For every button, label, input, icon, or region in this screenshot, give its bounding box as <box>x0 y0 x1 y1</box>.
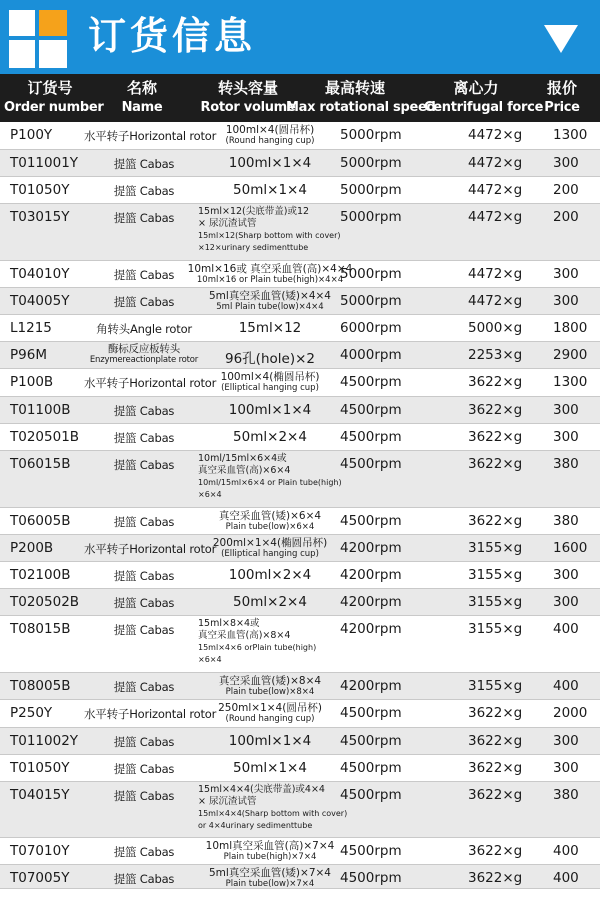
max-speed-cell: 4200rpm <box>340 678 402 694</box>
price-cell: 400 <box>553 870 579 886</box>
price-cell: 1600 <box>553 540 588 556</box>
centrifugal-force-cell: 3622×g <box>468 374 523 390</box>
rotor-volume-cell <box>184 618 356 666</box>
order-number-cell: T08005B <box>10 678 71 694</box>
order-number-cell: T01050Y <box>10 760 70 776</box>
rotor-volume-cell <box>184 371 356 394</box>
volume-line: (Elliptical hanging cup) <box>221 383 319 393</box>
volume-line: 真空采血管(矮)×8×4 <box>218 675 322 687</box>
order-number-cell: T06005B <box>10 513 71 529</box>
name-cell: 提篮 Cabas <box>113 872 175 886</box>
name-cell: 提篮 Cabas <box>113 515 175 529</box>
order-number-cell: P250Y <box>10 705 53 721</box>
name-cell: 提篮 Cabas <box>113 789 175 803</box>
volume-line: 15ml×4×4(尖底带盖)或4×4 <box>198 784 325 795</box>
rotor-volume-cell <box>184 702 356 725</box>
price-cell: 400 <box>553 678 579 694</box>
name-cell: 提篮 Cabas <box>113 680 175 694</box>
name-cell: 提篮 Cabas <box>113 268 175 282</box>
order-number-cell: T011002Y <box>10 733 79 749</box>
rotor-volume-cell <box>184 567 356 583</box>
volume-line: × 尿沉渣试管 <box>198 218 257 229</box>
rotor-volume-cell <box>184 347 356 367</box>
centrifugal-force-cell: 3155×g <box>468 621 523 637</box>
centrifugal-force-cell: 3622×g <box>468 705 523 721</box>
order-number-cell: T04005Y <box>10 293 70 309</box>
table-row <box>0 150 600 177</box>
rotor-volume-cell <box>184 206 356 254</box>
table-row <box>0 755 600 782</box>
order-number-cell: T07005Y <box>10 870 70 886</box>
table-header <box>0 74 600 122</box>
volume-line: 10ml真空采血管(高)×7×4 <box>205 840 335 852</box>
max-speed-cell: 5000rpm <box>340 182 402 198</box>
name-cell: 提篮 Cabas <box>113 735 175 749</box>
volume-line: × 尿沉渣试管 <box>198 796 257 807</box>
price-cell: 200 <box>553 182 579 198</box>
price-cell: 300 <box>553 429 579 445</box>
col-force: 离心力 Centrifugal force <box>424 79 544 115</box>
max-speed-cell: 4200rpm <box>340 540 402 556</box>
table-row <box>0 728 600 755</box>
centrifugal-force-cell: 4472×g <box>468 182 523 198</box>
col-name: 名称 Name <box>121 79 163 115</box>
price-cell: 400 <box>553 843 579 859</box>
rotor-volume-cell <box>184 537 356 560</box>
centrifugal-force-cell: 3155×g <box>468 540 523 556</box>
order-number-cell: T06015B <box>10 456 71 472</box>
name-cell: 水平转子Horizontal rotor <box>84 542 217 556</box>
order-number-cell: T07010Y <box>10 843 70 859</box>
rotor-volume-cell <box>184 453 356 501</box>
order-number-cell: P100Y <box>10 127 53 143</box>
volume-line: 5ml Plain tube(low)×4×4 <box>216 302 324 312</box>
table-row <box>0 261 600 288</box>
table-row <box>0 673 600 700</box>
price-cell: 300 <box>553 760 579 776</box>
order-number-cell: T020501B <box>10 429 80 445</box>
col-speed: 最高转速 Max rotational speed <box>286 79 436 115</box>
order-number-cell: T01100B <box>10 402 71 418</box>
max-speed-cell: 4500rpm <box>340 705 402 721</box>
table-row <box>0 204 600 261</box>
name-cell: 提篮 Cabas <box>113 184 175 198</box>
order-number-cell: T011001Y <box>10 155 79 171</box>
max-speed-cell: 5000rpm <box>340 155 402 171</box>
price-cell: 400 <box>553 621 579 637</box>
volume-line: 5ml真空采血管(矮)×7×4 <box>209 867 331 879</box>
max-speed-cell: 4500rpm <box>340 733 402 749</box>
order-number-cell: L1215 <box>10 320 52 336</box>
volume-line: 15ml×4×6 orPlain tube(high) <box>198 643 317 652</box>
rotor-volume-cell <box>184 675 356 698</box>
rotor-volume-cell <box>184 182 356 198</box>
centrifugal-force-cell: 2253×g <box>468 347 523 363</box>
table-row <box>0 865 600 889</box>
rotor-volume-cell <box>184 784 356 832</box>
centrifugal-force-cell: 4472×g <box>468 209 523 225</box>
volume-line: Plain tube(low)×6×4 <box>225 522 315 532</box>
price-cell: 300 <box>553 733 579 749</box>
price-cell: 300 <box>553 293 579 309</box>
max-speed-cell: 4200rpm <box>340 567 402 583</box>
volume-line: ×6×4 <box>198 490 222 499</box>
volume-line: 15ml×12(Sharp bottom with cover) <box>198 231 341 240</box>
price-cell: 380 <box>553 513 579 529</box>
volume-line: 15ml×8×4或 <box>198 618 260 629</box>
name-cell: 水平转子Horizontal rotor <box>84 707 217 721</box>
col-volume: 转头容量 Rotor volume <box>200 79 296 115</box>
centrifugal-force-cell: 3622×g <box>468 733 523 749</box>
max-speed-cell: 4200rpm <box>340 621 402 637</box>
order-number-cell: T04010Y <box>10 266 70 282</box>
rotor-volume-cell <box>184 760 356 776</box>
max-speed-cell: 4500rpm <box>340 760 402 776</box>
volume-line: 10ml/15ml×6×4或 <box>198 453 287 464</box>
volume-line: 15ml×12 <box>238 320 302 336</box>
name-cell: 提篮 Cabas <box>113 458 175 472</box>
rotor-volume-cell <box>184 155 356 171</box>
name-cell: 提篮 Cabas <box>113 404 175 418</box>
volume-line: 真空采血管(高)×8×4 <box>198 630 291 641</box>
volume-line: ×12×urinary sedimenttube <box>198 243 309 252</box>
volume-line: 100ml×1×4 <box>228 733 312 749</box>
centrifugal-force-cell: 4472×g <box>468 127 523 143</box>
max-speed-cell: 4500rpm <box>340 374 402 390</box>
name-cell: 提篮 Cabas <box>113 623 175 637</box>
volume-line: 200ml×1×4(椭圆吊杯) <box>212 537 328 549</box>
name-cell: 水平转子Horizontal rotor <box>84 376 217 390</box>
volume-line: 100ml×1×4 <box>228 402 312 418</box>
table-row <box>0 700 600 728</box>
centrifugal-force-cell: 3622×g <box>468 843 523 859</box>
name-cell: 提篮 Cabas <box>113 295 175 309</box>
centrifugal-force-cell: 3622×g <box>468 760 523 776</box>
price-cell: 2900 <box>553 347 588 363</box>
price-cell: 1300 <box>553 127 588 143</box>
rotor-volume-cell <box>184 733 356 749</box>
volume-line: 10ml×16或 真空采血管(高)×4×4 <box>187 263 353 275</box>
volume-line: 5ml真空采血管(矮)×4×4 <box>209 290 331 302</box>
name-cell: 提篮 Cabas <box>113 157 175 171</box>
volume-line: 96孔(hole)×2 <box>225 351 315 367</box>
volume-line: 10ml/15ml×6×4 or Plain tube(high) <box>198 478 342 487</box>
price-cell: 300 <box>553 266 579 282</box>
table-row <box>0 508 600 535</box>
max-speed-cell: 4500rpm <box>340 402 402 418</box>
centrifugal-force-cell: 4472×g <box>468 155 523 171</box>
order-number-cell: T02100B <box>10 567 71 583</box>
order-number-cell: P96M <box>10 347 47 363</box>
volume-line: 15ml×4×4(Sharp bottom with cover) <box>198 809 348 818</box>
rotor-volume-cell <box>184 594 356 610</box>
table-row <box>0 122 600 150</box>
volume-line: (Round hanging cup) <box>225 714 315 724</box>
max-speed-cell: 5000rpm <box>340 293 402 309</box>
name-cell: 水平转子Horizontal rotor <box>84 129 217 143</box>
order-number-cell: T020502B <box>10 594 80 610</box>
triangle-down-icon <box>544 25 578 53</box>
table-row <box>0 288 600 315</box>
order-table <box>0 122 600 889</box>
price-cell: 300 <box>553 594 579 610</box>
price-cell: 2000 <box>553 705 588 721</box>
centrifugal-force-cell: 3622×g <box>468 513 523 529</box>
rotor-volume-cell <box>184 320 356 336</box>
name-cell: 提篮 Cabas <box>113 762 175 776</box>
name-cell: 提篮 Cabas <box>113 845 175 859</box>
table-row <box>0 177 600 204</box>
centrifugal-force-cell: 3622×g <box>468 787 523 803</box>
volume-line: (Round hanging cup) <box>225 136 315 146</box>
name-cell: 提篮 Cabas <box>113 596 175 610</box>
table-row <box>0 315 600 342</box>
name-cell: 提篮 Cabas <box>113 569 175 583</box>
rotor-volume-cell <box>184 263 356 286</box>
title-banner <box>0 0 600 74</box>
volume-line: or 4×4urinary sedimenttube <box>198 821 313 830</box>
max-speed-cell: 4500rpm <box>340 456 402 472</box>
max-speed-cell: 5000rpm <box>340 127 402 143</box>
price-cell: 1300 <box>553 374 588 390</box>
rotor-volume-cell <box>184 402 356 418</box>
max-speed-cell: 6000rpm <box>340 320 402 336</box>
volume-line: 50ml×2×4 <box>233 594 307 610</box>
col-order: 订货号 Order number <box>4 79 104 115</box>
centrifugal-force-cell: 3622×g <box>468 429 523 445</box>
table-row <box>0 342 600 369</box>
max-speed-cell: 4500rpm <box>340 843 402 859</box>
max-speed-cell: 4500rpm <box>340 870 402 886</box>
centrifugal-force-cell: 3622×g <box>468 870 523 886</box>
centrifugal-force-cell: 3155×g <box>468 678 523 694</box>
price-cell: 300 <box>553 155 579 171</box>
table-row <box>0 782 600 838</box>
centrifugal-force-cell: 3622×g <box>468 402 523 418</box>
page-title: 订货信息 <box>88 14 257 58</box>
volume-line: (Elliptical hanging cup) <box>221 549 319 559</box>
name-cell: 角转头Angle rotor <box>96 322 192 336</box>
volume-line: 10ml×16 or Plain tube(high)×4×4 <box>196 275 344 285</box>
max-speed-cell: 4500rpm <box>340 513 402 529</box>
order-number-cell: T01050Y <box>10 182 70 198</box>
volume-line: 100ml×4(圆吊杯) <box>225 124 315 136</box>
price-cell: 300 <box>553 402 579 418</box>
max-speed-cell: 5000rpm <box>340 209 402 225</box>
rotor-volume-cell <box>184 290 356 313</box>
centrifugal-force-cell: 4472×g <box>468 293 523 309</box>
price-cell: 300 <box>553 567 579 583</box>
volume-line: 100ml×4(椭圆吊杯) <box>220 371 320 383</box>
volume-line: 50ml×1×4 <box>233 182 307 198</box>
centrifugal-force-cell: 4472×g <box>468 266 523 282</box>
price-cell: 380 <box>553 456 579 472</box>
volume-line: 50ml×2×4 <box>233 429 307 445</box>
price-cell: 200 <box>553 209 579 225</box>
volume-line: Plain tube(low)×8×4 <box>225 687 315 697</box>
volume-line: 15ml×12(尖底带盖)或12 <box>198 206 310 217</box>
col-price: 报价 Price <box>544 79 580 115</box>
name-cell: 提篮 Cabas <box>113 211 175 225</box>
max-speed-cell: 5000rpm <box>340 266 402 282</box>
table-row <box>0 838 600 865</box>
rotor-volume-cell <box>184 429 356 445</box>
volume-line: 250ml×1×4(圆吊杯) <box>218 702 322 714</box>
volume-line: ×6×4 <box>198 655 222 664</box>
rotor-volume-cell <box>184 124 356 147</box>
centrifugal-force-cell: 3622×g <box>468 456 523 472</box>
order-number-cell: P100B <box>10 374 54 390</box>
order-number-cell: P200B <box>10 540 54 556</box>
volume-line: 50ml×1×4 <box>233 760 307 776</box>
rotor-volume-cell <box>184 840 356 863</box>
table-row <box>0 562 600 589</box>
centrifugal-force-cell: 3155×g <box>468 594 523 610</box>
table-row <box>0 369 600 397</box>
table-row <box>0 451 600 508</box>
volume-line: 100ml×2×4 <box>228 567 312 583</box>
max-speed-cell: 4500rpm <box>340 429 402 445</box>
max-speed-cell: 4200rpm <box>340 594 402 610</box>
volume-line: 真空采血管(高)×6×4 <box>198 465 291 476</box>
table-row <box>0 424 600 451</box>
centrifugal-force-cell: 5000×g <box>468 320 523 336</box>
table-row <box>0 589 600 616</box>
name-en: Enzymereactionplate rotor <box>89 355 199 365</box>
name-cell: 提篮 Cabas <box>113 431 175 445</box>
volume-line: Plain tube(high)×7×4 <box>223 852 317 862</box>
volume-line: 100ml×1×4 <box>228 155 312 171</box>
name-zh: 酶标反应板转头 <box>107 343 181 355</box>
rotor-volume-cell <box>184 867 356 890</box>
table-row <box>0 616 600 673</box>
table-row <box>0 535 600 562</box>
price-cell: 1800 <box>553 320 588 336</box>
table-row <box>0 397 600 424</box>
volume-line: 真空采血管(矮)×6×4 <box>218 510 322 522</box>
volume-line: Plain tube(low)×7×4 <box>225 879 315 889</box>
centrifugal-force-cell: 3155×g <box>468 567 523 583</box>
order-number-cell: T03015Y <box>10 209 70 225</box>
order-number-cell: T08015B <box>10 621 71 637</box>
max-speed-cell: 4500rpm <box>340 787 402 803</box>
order-number-cell: T04015Y <box>10 787 70 803</box>
price-cell: 380 <box>553 787 579 803</box>
max-speed-cell: 4000rpm <box>340 347 402 363</box>
rotor-volume-cell <box>184 510 356 533</box>
logo-icon <box>9 10 67 68</box>
